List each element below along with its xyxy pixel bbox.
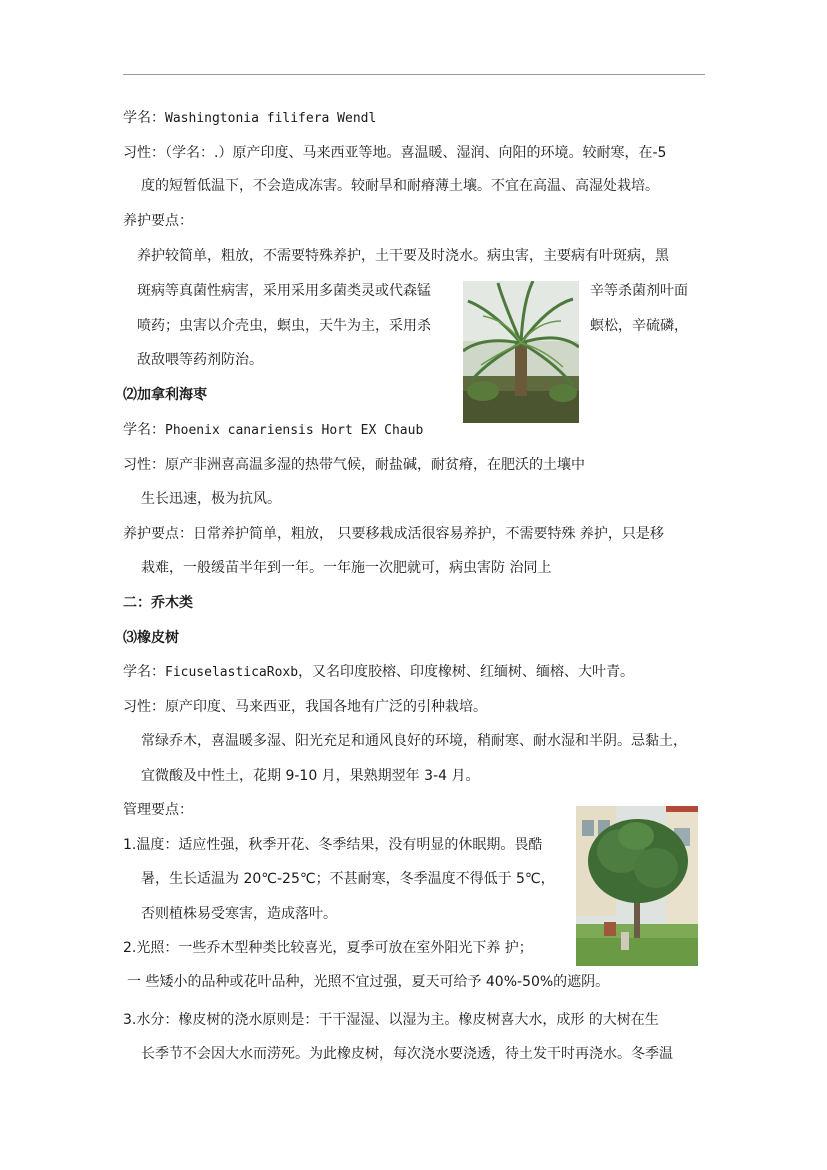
care-line-2b: 栽难，一般缓苗半年到一年。一年施一次肥就可，病虫害防 治同上 [141,560,552,576]
care-line-1-2a: 斑病等真菌性病害，采用采用多菌类灵或代森锰 [137,283,431,299]
light-line-b: 一 些矮小的品种或花叶品种，光照不宜过强，夏天可给予 40%-50%的遮阴。 [127,974,610,990]
header-rule [123,74,705,75]
care-line-1-2b: 辛等杀菌剂叶面 [590,283,688,299]
sci-name-line-1: 学名：Washingtonia filifera Wendl [123,110,377,126]
water-line-b: 长季节不会因大水而涝死。为此橡皮树，每次浇水要浇透，待土发干时再浇水。冬季温 [141,1046,673,1062]
habit-line-2a: 习性：原产非洲喜高温多湿的热带气候，耐盐碱，耐贫瘠，在肥沃的土壤中 [123,457,585,473]
category-heading: 二：乔木类 [123,595,193,611]
care-line-1-4: 敌敌喂等药剂防治。 [137,352,263,368]
temp-line-a: 1.温度：适应性强，秋季开花、冬季结果，没有明显的休眠期。畏酷 [123,837,543,853]
care-line-1-3a: 喷药；虫害以介壳虫，螟虫，天牛为主，采用杀 [137,318,431,334]
section-heading-2: ⑵加拿利海枣 [123,387,207,403]
care-line-2a: 养护要点：日常养护简单，粗放， 只要移栽成活很容易养护，不需要特殊 养护，只是移 [123,526,664,542]
habit-line-3c: 宜微酸及中性土，花期 9-10 月，果熟期翌年 3-4 月。 [141,768,480,784]
habit-line-1a: 习性：（学名：.）原产印度、马来西亚等地。喜温暖、湿润、向阳的环境。较耐寒，在-5 [123,145,667,161]
temp-line-c: 否则植株易受寒害，造成落叶。 [141,906,337,922]
section-heading-3: ⑶橡皮树 [123,630,179,646]
habit-line-1b: 度的短暂低温下，不会造成冻害。较耐旱和耐瘠薄土壤。不宜在高温、高湿处栽培。 [141,178,659,194]
sci-name-line-2: 学名：Phoenix canariensis Hort EX Chaub [123,422,424,438]
mgmt-heading: 管理要点： [123,802,193,818]
temp-line-b: 暑，生长适温为 20℃-25℃；不甚耐寒，冬季温度不得低于 5℃， [141,871,555,887]
habit-line-3a: 习性：原产印度、马来西亚，我国各地有广泛的引种栽培。 [123,699,487,715]
care-line-1-3b: 螟松，辛硫磷， [590,318,688,334]
care-line-1-1: 养护较简单，粗放，不需要特殊养护，土干要及时浇水。病虫害，主要病有叶斑病，黑 [137,248,669,264]
habit-line-2b: 生长迅速，极为抗风。 [141,491,281,507]
habit-line-3b: 常绿乔木，喜温暖多湿、阳光充足和通风良好的环境，稍耐寒、耐水湿和半阴。忌黏土， [141,733,687,749]
rubber-tree-photo [576,806,698,966]
sci-name-line-3: 学名：FicuselasticaRoxb，又名印度胶榕、印度橡树、红缅树、缅榕、大叶青。 [123,664,635,680]
water-line-a: 3.水分：橡皮树的浇水原则是：干干湿湿、以湿为主。橡皮树喜大水，成形 的大树在生 [123,1012,659,1028]
palm-tree-photo [463,281,579,423]
care-heading-1: 养护要点： [123,213,193,229]
light-line-a: 2.光照：一些乔木型种类比较喜光，夏季可放在室外阳光下养 护； [123,940,533,956]
